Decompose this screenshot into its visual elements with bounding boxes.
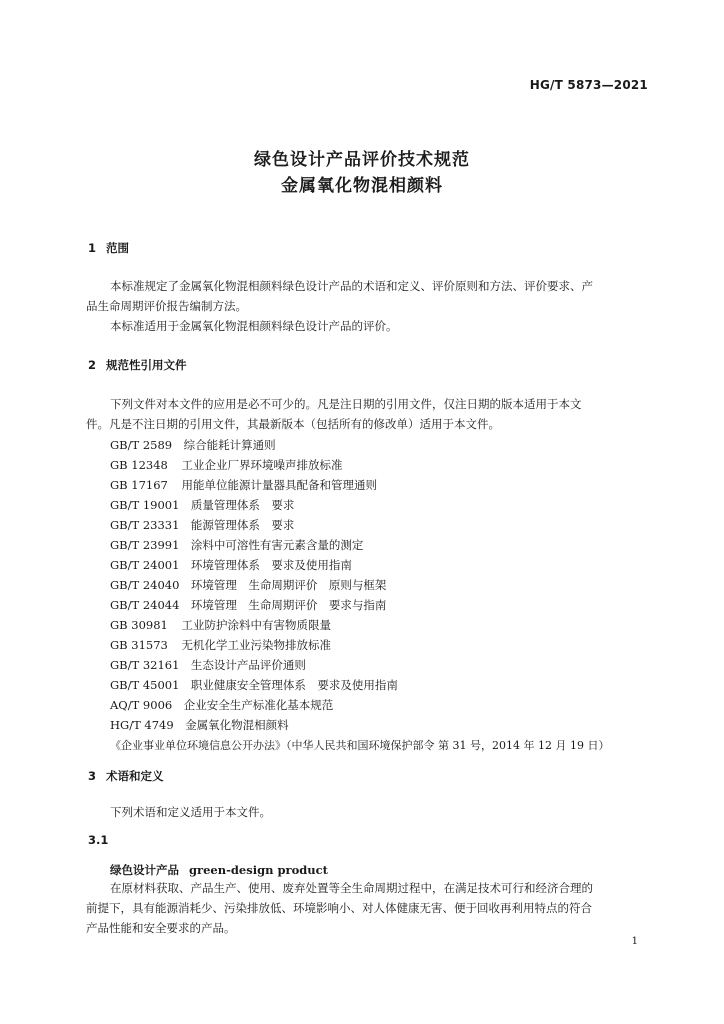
section-2-intro-line1: 下列文件对本文件的应用是必不可少的。凡是注日期的引用文件，仅注日期的版本适用于本文 (110, 397, 582, 411)
reference-code: GB 31573 (110, 638, 168, 652)
reference-title: 工业企业厂界环境噪声排放标准 (181, 458, 343, 472)
term-english: green-design product (189, 863, 328, 877)
section-3-heading (88, 768, 164, 784)
reference-code: GB/T 19001 (110, 498, 180, 512)
reference-item (110, 717, 289, 733)
standard-number: HG/T 5873—2021 (529, 78, 648, 92)
reference-code: GB 17167 (110, 478, 168, 492)
reference-code: GB/T 23331 (110, 518, 180, 532)
section-2-number: 2 (88, 358, 97, 372)
reference-title: 环境管理 生命周期评价 原则与框架 (190, 578, 387, 592)
regulation-reference: 《企业事业单位环境信息公开办法》（中华人民共和国环境保护部令 第 31 号，2014 年 12 月 19 日） (110, 739, 610, 752)
document-title-line2: 金属氧化物混相颜料 (281, 176, 443, 196)
section-3-number: 3 (88, 769, 97, 783)
reference-item (110, 477, 377, 493)
reference-item (110, 577, 386, 593)
reference-code: GB/T 23991 (110, 538, 180, 552)
term-heading (110, 862, 328, 878)
reference-title: 能源管理体系 要求 (190, 518, 295, 532)
section-1-para2: 本标准适用于金属氧化物混相颜料绿色设计产品的评价。 (110, 319, 398, 333)
section-3-title: 术语和定义 (106, 769, 164, 783)
section-2-intro-line2: 件。凡是不注日期的引用文件，其最新版本（包括所有的修改单）适用于本文件。 (86, 417, 500, 431)
reference-code: AQ/T 9006 (110, 698, 173, 712)
section-1-title: 范围 (106, 241, 129, 255)
reference-item (110, 637, 331, 653)
reference-code: GB/T 24001 (110, 558, 180, 572)
reference-title: 生态设计产品评价通则 (190, 658, 306, 672)
section-1-para1-line2: 品生命周期评价报告编制方法。 (86, 299, 247, 313)
reference-item (110, 697, 333, 713)
reference-item (110, 597, 386, 613)
reference-title: 环境管理体系 要求及使用指南 (190, 558, 352, 572)
reference-title: 质量管理体系 要求 (190, 498, 295, 512)
term-definition-line3: 产品性能和安全要求的产品。 (86, 921, 236, 935)
reference-title: 用能单位能源计量器具配备和管理通则 (181, 478, 377, 492)
reference-item (110, 617, 331, 633)
term-definition-line2: 前提下，具有能源消耗少、污染排放低、环境影响小、对人体健康无害、便于回收再利用特点的符合 (86, 901, 592, 915)
reference-code: GB/T 24040 (110, 578, 180, 592)
section-1-number: 1 (88, 241, 97, 255)
reference-code: GB 12348 (110, 458, 168, 472)
reference-item (110, 557, 352, 573)
reference-item (110, 497, 294, 513)
reference-code: GB/T 2589 (110, 438, 173, 452)
reference-code: GB/T 24044 (110, 598, 180, 612)
section-2-heading (88, 357, 187, 373)
section-1-heading (88, 240, 129, 256)
section-2-title: 规范性引用文件 (106, 358, 187, 372)
section-1-para1-line1: 本标准规定了金属氧化物混相颜料绿色设计产品的术语和定义、评价原则和方法、评价要求、产 (110, 279, 593, 293)
reference-item (110, 457, 343, 473)
subsection-3-1-number: 3.1 (88, 833, 109, 847)
reference-item (110, 437, 276, 453)
reference-title: 职业健康安全管理体系 要求及使用指南 (190, 678, 398, 692)
term-definition-line1: 在原材料获取、产品生产、使用、废弃处置等全生命周期过程中，在满足技术可行和经济合理的 (110, 881, 593, 895)
page-number: 1 (631, 936, 638, 947)
reference-item (110, 517, 294, 533)
reference-title: 环境管理 生命周期评价 要求与指南 (190, 598, 387, 612)
reference-title: 企业安全生产标准化基本规范 (183, 698, 334, 712)
term-chinese: 绿色设计产品 (110, 863, 179, 877)
reference-code: GB/T 32161 (110, 658, 180, 672)
reference-title: 涂料中可溶性有害元素含量的测定 (190, 538, 364, 552)
reference-item (110, 657, 306, 673)
reference-item (110, 537, 363, 553)
reference-item (110, 677, 398, 693)
reference-code: HG/T 4749 (110, 718, 174, 732)
reference-title: 综合能耗计算通则 (183, 438, 276, 452)
document-title-line1: 绿色设计产品评价技术规范 (254, 150, 470, 170)
section-3-intro: 下列术语和定义适用于本文件。 (110, 805, 271, 819)
reference-title: 金属氧化物混相颜料 (185, 718, 289, 732)
reference-title: 工业防护涂料中有害物质限量 (181, 618, 331, 632)
reference-title: 无机化学工业污染物排放标准 (181, 638, 331, 652)
reference-code: GB 30981 (110, 618, 168, 632)
reference-code: GB/T 45001 (110, 678, 180, 692)
